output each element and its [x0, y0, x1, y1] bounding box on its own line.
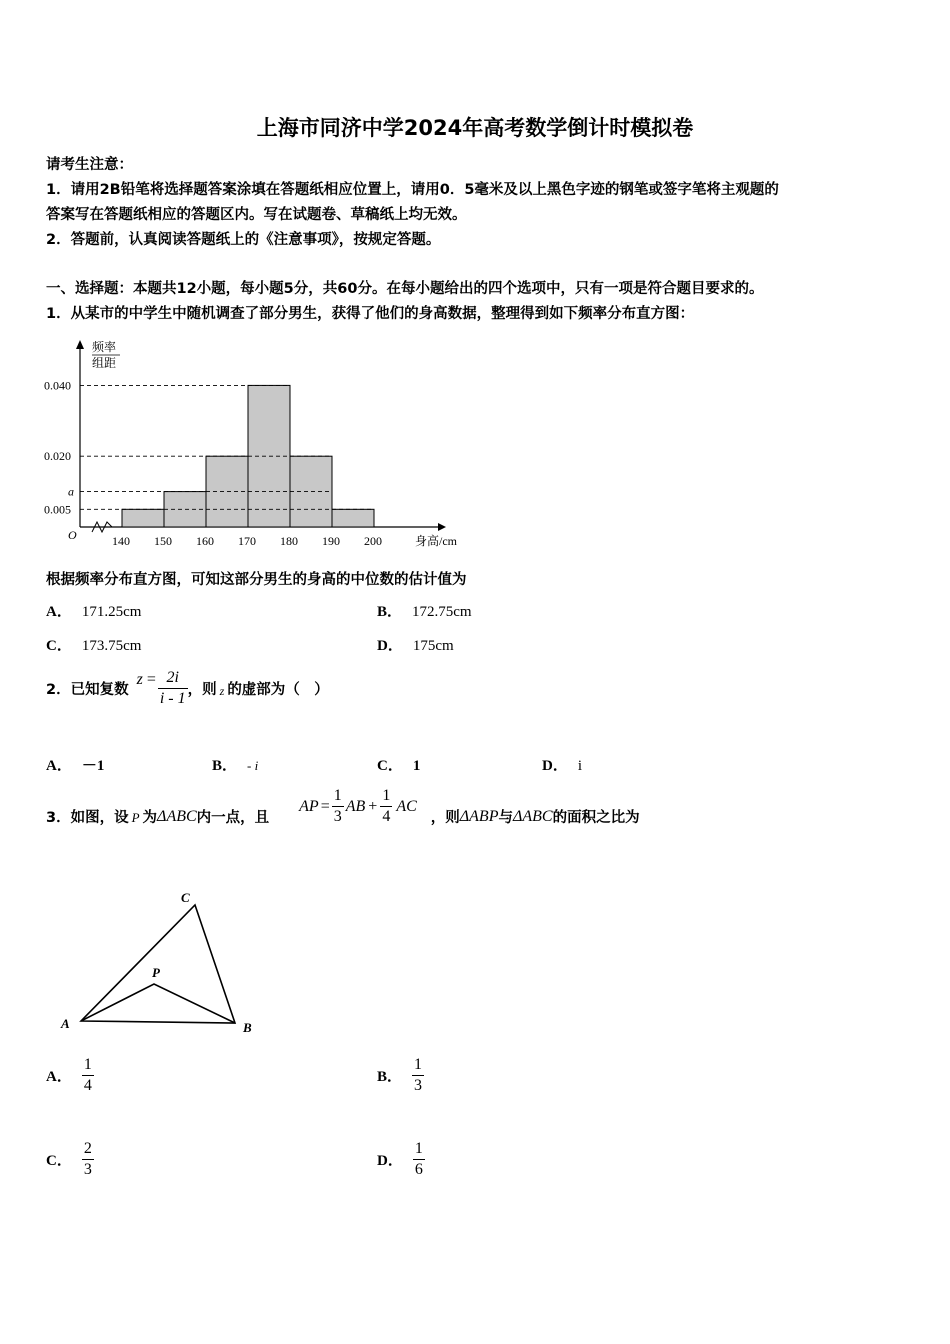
frac-num: 1 — [412, 1055, 424, 1076]
q2-option-d[interactable] — [542, 754, 582, 775]
origin-label: O — [68, 528, 77, 542]
label-a: A — [61, 1016, 70, 1031]
option-fraction — [413, 1139, 425, 1180]
x-axis-label: 身高/cm — [415, 534, 457, 548]
option-label: D． — [377, 1153, 403, 1169]
q1-stem: 1．从某市的中学生中随机调查了部分男生，获得了他们的身高数据，整理得到如下频率分布直方图： — [46, 306, 695, 322]
q2-suffix: 的虚部为（ ） — [227, 682, 329, 698]
frac-den: 4 — [83, 1077, 92, 1094]
histogram-bar — [332, 509, 374, 527]
option-label: C． — [46, 638, 72, 654]
q3-eq: = — [320, 797, 330, 815]
option-value: 172.75cm — [412, 604, 472, 620]
option-label: B． — [377, 1069, 403, 1085]
q3-option-d[interactable] — [377, 1139, 425, 1180]
notice-line-1: 1．请用2B铅笔将选择题答案涂填在答题纸相应位置上，请用0．5毫米及以上黑色字迹的钢笔或签字笔将主观题的 — [46, 182, 779, 198]
x-tick-label: 150 — [154, 534, 172, 548]
frac-den: 3 — [414, 1077, 423, 1094]
option-value: 173.75cm — [81, 638, 142, 654]
option-value: 171.25cm — [81, 604, 142, 620]
y-tick-label: a — [68, 484, 74, 499]
frac-den: 3 — [333, 808, 342, 825]
q3-option-b[interactable] — [377, 1055, 424, 1096]
q2-option-c[interactable] — [377, 754, 420, 775]
frac-num: 1 — [413, 1139, 425, 1160]
label-b: B — [243, 1020, 252, 1035]
q1-option-b[interactable] — [377, 600, 472, 621]
frac-num: 2 — [82, 1139, 94, 1160]
x-tick-label: 170 — [238, 534, 256, 548]
frac-num: 1 — [380, 786, 392, 807]
option-fraction — [412, 1055, 424, 1096]
q3-wei: 为 — [142, 810, 158, 826]
option-label: C． — [377, 758, 403, 774]
option-label: B． — [212, 758, 238, 774]
q3-prefix: 3．如图，设 — [46, 810, 129, 826]
triangle-abc-shape — [81, 905, 235, 1023]
q2-z2: z — [219, 684, 225, 698]
q3-mid2: ，则 — [430, 810, 460, 826]
q2-fraction — [158, 668, 188, 709]
q2-stem — [46, 668, 329, 709]
frac-num: 1 — [332, 786, 344, 807]
option-value: i — [577, 758, 583, 774]
option-fraction — [82, 1055, 94, 1096]
vector-ac: AC — [396, 797, 417, 815]
frac-den: 6 — [414, 1161, 423, 1178]
x-axis-arrow-icon — [438, 523, 446, 531]
frac-num: 1 — [82, 1055, 94, 1076]
vector-ab: AB — [345, 797, 366, 815]
frac-den: 3 — [83, 1161, 92, 1178]
q1-option-d[interactable] — [377, 634, 454, 655]
option-label: A． — [46, 1069, 72, 1085]
option-label: D． — [542, 758, 568, 774]
q3-option-c[interactable] — [46, 1139, 94, 1180]
option-label: B． — [377, 604, 403, 620]
notice-line-2: 2．答题前，认真阅读答题纸上的《注意事项》，按规定答题。 — [46, 232, 441, 248]
label-p: P — [152, 965, 160, 980]
q3-p: P — [131, 809, 140, 825]
q3-yu: 与 — [498, 810, 513, 826]
q3-frac-1 — [332, 786, 344, 827]
x-tick-label: 140 — [112, 534, 130, 548]
ylabel-top: 频率 — [92, 340, 117, 354]
q3-plus: + — [368, 797, 378, 815]
option-value: 1 — [412, 758, 421, 774]
q3-vector-equation — [299, 786, 417, 827]
q1-question: 根据频率分布直方图，可知这部分男生的身高的中位数的估计值为 — [46, 572, 467, 588]
q3-suffix: 的面积之比为 — [552, 810, 640, 826]
triangle-figure — [55, 880, 275, 1040]
q2-prefix: 2．已知复数 — [46, 682, 129, 698]
frac-den: 4 — [382, 808, 391, 825]
x-tick-label: 190 — [322, 534, 340, 548]
q1-option-c[interactable] — [46, 634, 141, 655]
q3-triangle-abc-2: ΔABC — [512, 807, 553, 825]
y-tick-label: 0.005 — [44, 502, 71, 517]
q3-mid1: 内一点，且 — [196, 810, 270, 826]
option-value: －1 — [81, 758, 105, 774]
q2-mid: ，则 — [187, 682, 217, 698]
q2-den: i - 1 — [159, 690, 186, 707]
q1-option-a[interactable] — [46, 600, 141, 621]
option-label: C． — [46, 1153, 72, 1169]
x-tick-label: 200 — [364, 534, 382, 548]
histogram-bar — [122, 509, 164, 527]
x-tick-label: 160 — [196, 534, 214, 548]
option-value: - i — [247, 758, 259, 773]
option-label: A． — [46, 604, 72, 620]
option-label: A． — [46, 758, 72, 774]
histogram-chart — [40, 335, 480, 557]
point-p-lines — [81, 984, 235, 1023]
page-title: 上海市同济中学2024年高考数学倒计时模拟卷 — [256, 116, 694, 140]
option-label: D． — [377, 638, 403, 654]
y-tick-label: 0.020 — [44, 449, 71, 464]
option-fraction — [82, 1139, 94, 1180]
q3-triangle-abp: ΔABP — [459, 807, 499, 825]
q2-option-b[interactable] — [212, 754, 258, 775]
notice-line-1b: 答案写在答题纸相应的答题区内。写在试题卷、草稿纸上均无效。 — [46, 207, 467, 223]
section-heading: 一、选择题：本题共12小题，每小题5分，共60分。在每小题给出的四个选项中，只有一项是符合题目要求的。 — [46, 281, 764, 297]
option-value: 175cm — [412, 638, 454, 654]
q3-frac-2 — [380, 786, 392, 827]
label-c: C — [181, 890, 190, 905]
q2-option-a[interactable] — [46, 754, 104, 775]
q3-stem — [46, 786, 640, 827]
vector-ap: AP — [299, 798, 319, 815]
x-tick-label: 180 — [280, 534, 298, 548]
q3-option-a[interactable] — [46, 1055, 94, 1096]
y-tick-label: 0.040 — [44, 378, 71, 393]
notice-heading: 请考生注意： — [46, 157, 133, 173]
q2-z: z — [136, 670, 143, 688]
q2-eq: = — [146, 670, 156, 688]
q3-triangle-abc: ΔABC — [157, 807, 197, 825]
ylabel-bottom: 组距 — [92, 356, 117, 370]
q2-num: 2i — [158, 668, 188, 689]
y-axis-arrow-icon — [76, 340, 84, 349]
